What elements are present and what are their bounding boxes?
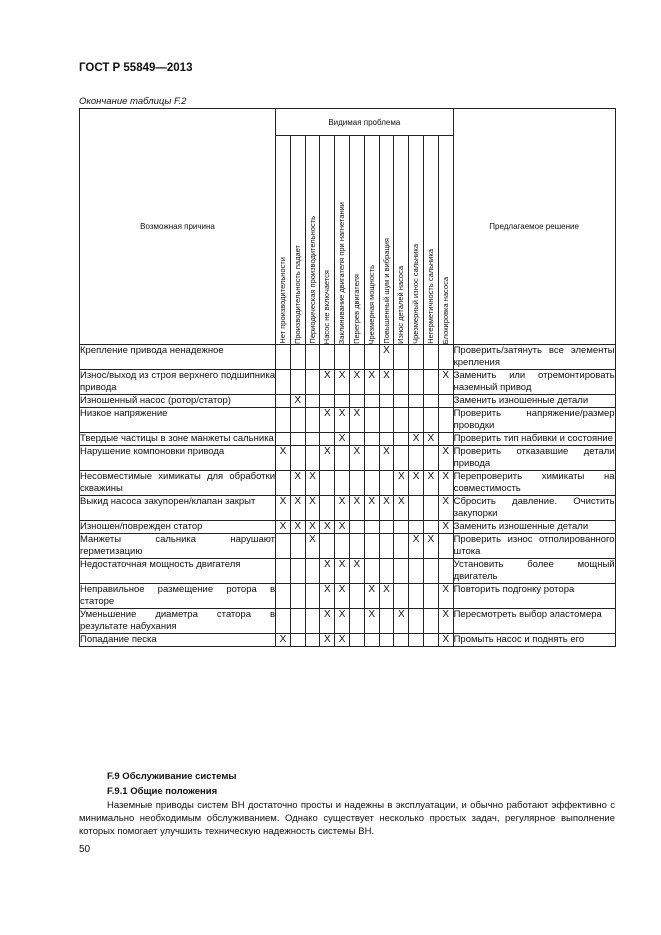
problem-mark-cell (290, 584, 305, 609)
cause-cell: Низкое напряжение (80, 408, 276, 433)
problem-mark-cell (305, 609, 320, 634)
cause-cell: Крепление привода ненадежное (80, 345, 276, 370)
problem-mark-cell (364, 446, 379, 471)
problem-mark-cell (394, 534, 409, 559)
problem-mark-cell (290, 446, 305, 471)
problem-mark-cell: X (320, 446, 335, 471)
problem-mark-cell: X (335, 370, 350, 395)
solution-cell: Промыть насос и поднять его (453, 634, 615, 647)
problem-mark-cell (290, 433, 305, 446)
body-paragraph: Наземные приводы систем ВН достаточно просты и надежны в эксплуатации, и обычно работают эффективно с минимально необходимым обслуживанием. Однако существует несколько простых задач, регулярное выполнение которых помогает улучшить техническую надежность системы ВН. (79, 800, 615, 837)
problem-mark-cell (320, 534, 335, 559)
problem-mark-cell: X (438, 521, 453, 534)
problem-mark-cell (290, 634, 305, 647)
problem-mark-cell (290, 408, 305, 433)
problem-mark-cell (379, 559, 394, 584)
problem-mark-cell (438, 559, 453, 584)
problem-mark-cell: X (438, 634, 453, 647)
problem-mark-cell (394, 521, 409, 534)
problem-header (305, 136, 320, 345)
problem-mark-cell (364, 521, 379, 534)
solution-cell: Проверить напряжение/размер проводки (453, 408, 615, 431)
problem-mark-cell (379, 395, 394, 408)
problem-mark-cell (409, 408, 424, 433)
problem-mark-cell (276, 534, 291, 559)
problem-mark-cell: X (394, 609, 409, 634)
problem-mark-cell (423, 584, 438, 609)
problem-mark-cell (276, 609, 291, 634)
table-row (80, 534, 616, 559)
problem-mark-cell: X (335, 433, 350, 446)
problem-mark-cell: X (335, 521, 350, 534)
problem-mark-cell: X (320, 370, 335, 395)
problem-mark-cell (423, 609, 438, 634)
problem-mark-cell (290, 345, 305, 370)
problem-mark-cell (409, 609, 424, 634)
problem-mark-cell (349, 433, 364, 446)
problem-mark-cell: X (320, 584, 335, 609)
problem-mark-cell: X (335, 408, 350, 433)
problem-mark-cell (349, 471, 364, 496)
problem-mark-cell: X (305, 534, 320, 559)
problem-mark-cell: X (320, 634, 335, 647)
table-row (80, 559, 616, 584)
problem-mark-cell: X (320, 521, 335, 534)
solution-cell: Заменить изношенные детали (453, 395, 615, 408)
problem-mark-cell (349, 609, 364, 634)
problem-mark-cell (335, 345, 350, 370)
problem-header (438, 136, 453, 345)
problem-mark-cell (364, 559, 379, 584)
problem-mark-cell: X (438, 471, 453, 496)
problem-mark-cell (379, 433, 394, 446)
problem-mark-cell (423, 345, 438, 370)
problem-mark-cell (349, 534, 364, 559)
problem-mark-cell: X (305, 471, 320, 496)
problem-header-label: Блокировка насоса (440, 276, 450, 344)
problem-mark-cell (379, 609, 394, 634)
problem-mark-cell (320, 345, 335, 370)
solution-cell: Заменить изношенные детали (453, 521, 615, 534)
problem-mark-cell (305, 433, 320, 446)
problem-mark-cell (423, 446, 438, 471)
table-row (80, 345, 616, 370)
problem-mark-cell: X (438, 496, 453, 521)
problem-mark-cell: X (364, 496, 379, 521)
problem-mark-cell (305, 370, 320, 395)
problem-mark-cell: X (438, 370, 453, 395)
solution-column-header: Предлагаемое решение (453, 109, 615, 345)
solution-cell: Перепроверить химикаты на совместимость (453, 471, 615, 494)
document-id: ГОСТ Р 55849—2013 (79, 62, 193, 74)
problem-mark-cell: X (423, 534, 438, 559)
problem-header (364, 136, 379, 345)
problem-mark-cell (409, 395, 424, 408)
problem-mark-cell (394, 584, 409, 609)
problem-mark-cell (305, 446, 320, 471)
problem-mark-cell (394, 634, 409, 647)
page-number: 50 (79, 844, 91, 855)
problem-mark-cell (364, 408, 379, 433)
problem-mark-cell: X (349, 370, 364, 395)
problem-mark-cell (276, 433, 291, 446)
problem-mark-cell: X (290, 395, 305, 408)
problem-mark-cell: X (276, 446, 291, 471)
problem-mark-cell: X (320, 609, 335, 634)
problem-mark-cell (276, 345, 291, 370)
problem-header-label: Износ деталей насоса (396, 266, 406, 344)
cause-cell: Несовместимые химикаты для обработки скважины (80, 471, 275, 494)
problem-header-label: Перегрев двигателя (351, 274, 361, 344)
problem-mark-cell: X (276, 634, 291, 647)
problem-mark-cell (423, 496, 438, 521)
problem-header (394, 136, 409, 345)
problem-mark-cell: X (349, 408, 364, 433)
table-row (80, 634, 616, 647)
table-body (80, 345, 616, 647)
problem-mark-cell (364, 433, 379, 446)
solution-cell: Проверить/затянуть все элементы крепления (453, 345, 615, 368)
cause-cell: Изношенный насос (ротор/статор) (80, 395, 276, 408)
problem-header-label: Насос не включается (322, 269, 332, 344)
problem-mark-cell (409, 634, 424, 647)
problem-mark-cell (379, 634, 394, 647)
problem-mark-cell (305, 559, 320, 584)
problem-mark-cell (276, 584, 291, 609)
problem-mark-cell: X (438, 446, 453, 471)
problem-mark-cell: X (364, 370, 379, 395)
cause-cell: Твердые частицы в зоне манжеты сальника (80, 433, 274, 444)
problem-mark-cell (423, 521, 438, 534)
problem-mark-cell (349, 634, 364, 647)
table-row (80, 433, 616, 446)
problem-mark-cell (364, 345, 379, 370)
problem-mark-cell: X (423, 433, 438, 446)
problem-mark-cell: X (320, 559, 335, 584)
problem-header-label: Негерметичность сальника (425, 249, 435, 344)
problem-mark-cell (320, 433, 335, 446)
problem-mark-cell: X (379, 370, 394, 395)
problem-mark-cell: X (349, 559, 364, 584)
cause-cell: Попадание песка (80, 634, 276, 647)
problem-mark-cell: X (290, 496, 305, 521)
problem-mark-cell: X (394, 471, 409, 496)
problem-mark-cell (394, 446, 409, 471)
problem-mark-cell (394, 345, 409, 370)
problem-mark-cell: X (335, 609, 350, 634)
problem-mark-cell (438, 433, 453, 446)
problem-mark-cell (290, 370, 305, 395)
solution-cell: Повторить подгонку ротора (453, 584, 615, 609)
problem-header (349, 136, 364, 345)
problem-mark-cell (335, 446, 350, 471)
problem-mark-cell (305, 584, 320, 609)
problem-mark-cell (394, 370, 409, 395)
problem-mark-cell: X (276, 496, 291, 521)
problem-header-label: Повышенный шум и вибрация (381, 238, 391, 344)
problem-mark-cell (276, 559, 291, 584)
problem-mark-cell (394, 395, 409, 408)
problem-mark-cell (423, 408, 438, 433)
problem-header (423, 136, 438, 345)
problem-mark-cell (290, 559, 305, 584)
cause-column-header: Возможная причина (80, 109, 276, 345)
problem-mark-cell (349, 395, 364, 408)
problem-mark-cell (364, 534, 379, 559)
problem-mark-cell: X (305, 521, 320, 534)
problem-header-label: Периодическая производительность (307, 216, 317, 344)
problem-mark-cell (335, 471, 350, 496)
problem-mark-cell (364, 471, 379, 496)
subsection-heading: F.9.1 Общие положения (107, 786, 218, 797)
table-row (80, 584, 616, 609)
solution-cell: Проверить тип набивки и состояние (453, 433, 615, 446)
problem-header (409, 136, 424, 345)
problem-mark-cell (409, 370, 424, 395)
solution-cell: Заменить или отремонтировать наземный привод (453, 370, 615, 393)
problem-mark-cell: X (276, 521, 291, 534)
problem-mark-cell (409, 446, 424, 471)
problem-header-label: Заклинивание двигателя при нагнетании (337, 201, 347, 344)
problem-mark-cell (409, 521, 424, 534)
cause-cell: Выкид насоса закупорен/клапан закрыт (80, 496, 276, 521)
table-row (80, 446, 616, 471)
problem-mark-cell: X (335, 559, 350, 584)
problem-mark-cell: X (335, 496, 350, 521)
problem-mark-cell (349, 584, 364, 609)
problem-mark-cell (379, 471, 394, 496)
problem-mark-cell (409, 559, 424, 584)
solution-cell: Проверить износ отполированного штока (453, 534, 615, 557)
problem-mark-cell (276, 408, 291, 433)
problem-mark-cell (423, 559, 438, 584)
problem-header-label: Нет производительности (278, 257, 287, 344)
problem-mark-cell: X (290, 471, 305, 496)
cause-cell: Манжеты сальника нарушают герметизацию (80, 534, 275, 557)
problem-mark-cell (394, 559, 409, 584)
section-heading: F.9 Обслуживание системы (107, 771, 237, 782)
problem-header-label: Чрезмерный износ сальника (411, 244, 421, 344)
problem-mark-cell: X (379, 446, 394, 471)
problem-mark-cell: X (305, 496, 320, 521)
table-row (80, 408, 616, 433)
problem-mark-cell (364, 634, 379, 647)
problem-header (379, 136, 394, 345)
problem-mark-cell (349, 345, 364, 370)
problem-mark-cell (305, 634, 320, 647)
problem-mark-cell: X (320, 408, 335, 433)
problem-mark-cell: X (423, 471, 438, 496)
problem-mark-cell: X (379, 496, 394, 521)
problem-mark-cell (335, 395, 350, 408)
problem-mark-cell (290, 609, 305, 634)
problem-mark-cell: X (364, 584, 379, 609)
cause-cell: Недостаточная мощность двигателя (80, 559, 276, 584)
problem-mark-cell (305, 408, 320, 433)
problem-mark-cell (320, 496, 335, 521)
problem-mark-cell (423, 370, 438, 395)
problem-mark-cell (364, 395, 379, 408)
problem-mark-cell: X (379, 345, 394, 370)
problem-mark-cell (276, 370, 291, 395)
problem-mark-cell: X (349, 446, 364, 471)
solution-cell: Установить более мощный двигатель (453, 559, 615, 582)
problem-mark-cell: X (394, 496, 409, 521)
problem-mark-cell (438, 534, 453, 559)
problem-mark-cell: X (438, 609, 453, 634)
table-caption: Окончание таблицы F.2 (79, 96, 187, 107)
problem-mark-cell (438, 408, 453, 433)
cause-cell: Уменьшение диаметра статора в результате набухания (80, 609, 275, 632)
problem-mark-cell (276, 471, 291, 496)
problem-mark-cell (305, 345, 320, 370)
problem-mark-cell: X (438, 584, 453, 609)
table-row (80, 370, 616, 395)
problem-mark-cell (394, 408, 409, 433)
problem-mark-cell: X (349, 496, 364, 521)
problem-mark-cell (349, 521, 364, 534)
table-row (80, 395, 616, 408)
problem-mark-cell: X (290, 521, 305, 534)
problem-mark-cell: X (409, 471, 424, 496)
problem-mark-cell: X (335, 584, 350, 609)
solution-cell: Проверить отказавшие детали привода (453, 446, 615, 469)
problem-mark-cell: X (364, 609, 379, 634)
problem-mark-cell (305, 395, 320, 408)
problem-mark-cell (409, 345, 424, 370)
problem-mark-cell (379, 408, 394, 433)
problem-mark-cell: X (409, 534, 424, 559)
problem-mark-cell: X (335, 634, 350, 647)
table-row (80, 521, 616, 534)
table-row (80, 496, 616, 521)
table-row (80, 609, 616, 634)
problem-mark-cell (379, 521, 394, 534)
solution-cell: Пересмотреть выбор эластомера (453, 609, 615, 634)
problem-mark-cell (379, 534, 394, 559)
problem-mark-cell (335, 534, 350, 559)
problem-mark-cell (394, 433, 409, 446)
cause-cell: Неправильное размещение ротора в статоре (80, 584, 275, 607)
problem-mark-cell (423, 395, 438, 408)
problem-header (335, 136, 350, 345)
problem-mark-cell (423, 634, 438, 647)
troubleshooting-table (79, 108, 616, 647)
problem-mark-cell (409, 496, 424, 521)
solution-cell: Сбросить давление. Очистить закупорки (453, 496, 615, 519)
problem-header (290, 136, 305, 345)
problem-header-label: Чрезмерная мощность (366, 264, 376, 344)
problem-mark-cell: X (409, 433, 424, 446)
problem-group-header: Видимая проблема (276, 109, 454, 136)
problem-mark-cell: X (379, 584, 394, 609)
cause-cell: Износ/выход из строя верхнего подшипника привода (80, 370, 275, 393)
problem-mark-cell (276, 395, 291, 408)
problem-mark-cell (320, 471, 335, 496)
problem-header (276, 136, 291, 345)
problem-mark-cell (290, 534, 305, 559)
cause-cell: Изношен/поврежден статор (80, 521, 276, 534)
table-row (80, 471, 616, 496)
problem-header (320, 136, 335, 345)
problem-mark-cell (409, 584, 424, 609)
problem-mark-cell (320, 395, 335, 408)
problem-header-label: Производительность падает (292, 244, 302, 344)
problem-mark-cell (438, 395, 453, 408)
problem-mark-cell (438, 345, 453, 370)
cause-cell: Нарушение компоновки привода (80, 446, 276, 471)
